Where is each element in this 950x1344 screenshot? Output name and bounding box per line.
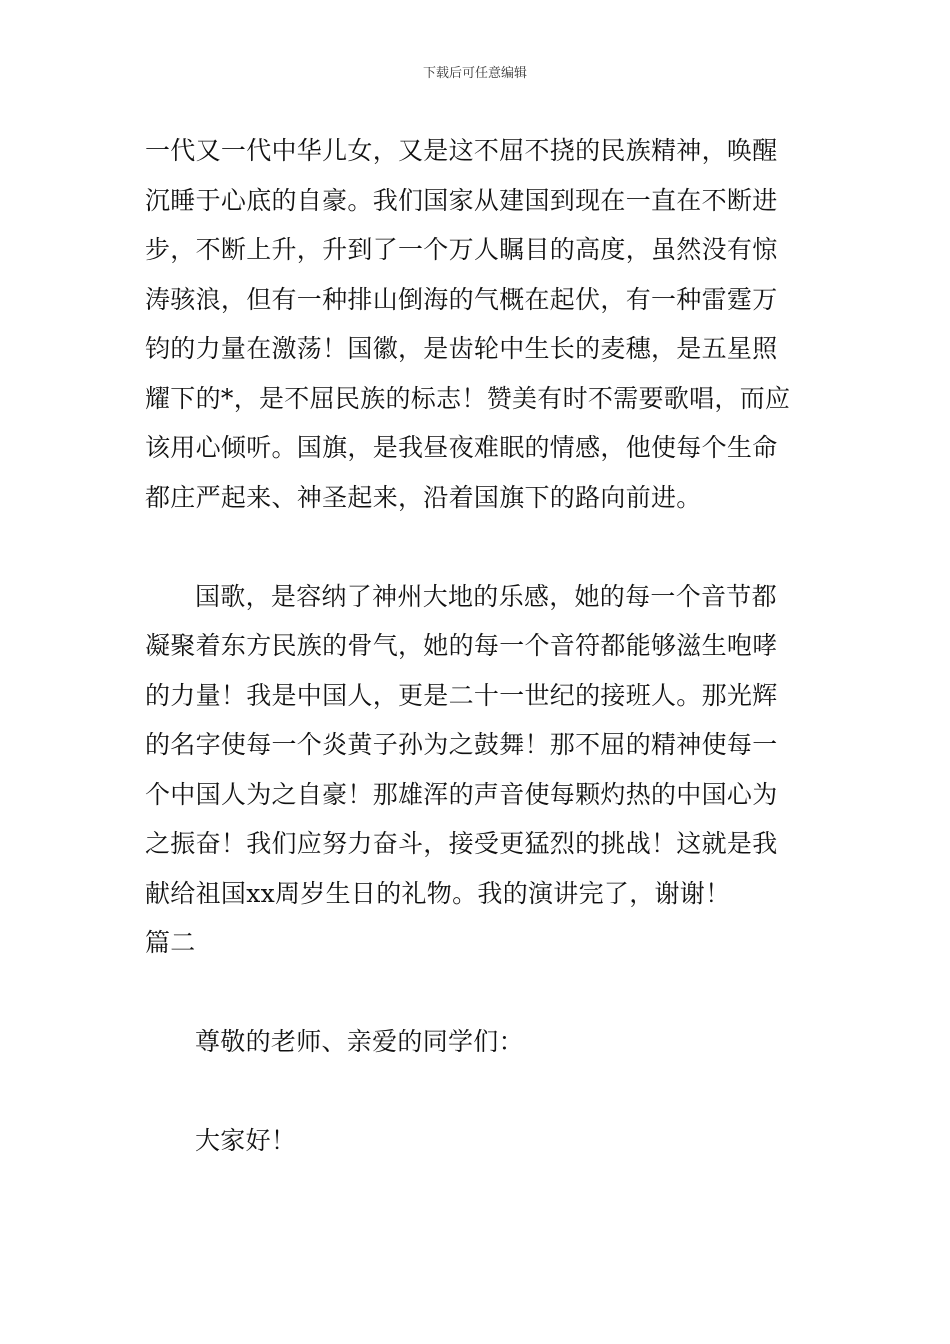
text-line: 沉睡于心底的自豪。我们国家从建国到现在一直在不断进 (145, 185, 778, 215)
text-line: 一代又一代中华儿女，又是这不屈不挠的民族精神，唤醒 (145, 136, 778, 165)
text-line: 的力量！我是中国人，更是二十一世纪的接班人。那光辉 (145, 680, 778, 710)
text-line: 之振奋！我们应努力奋斗，接受更猛烈的挑战！这就是我 (145, 829, 778, 858)
text-line: 国歌，是容纳了神州大地的乐感，她的每一个音节都 (195, 581, 777, 611)
text-line: 步，不断上升，升到了一个万人瞩目的高度，虽然没有惊 (145, 235, 778, 264)
section-title: 篇二 (145, 928, 196, 957)
blank-line (145, 968, 809, 1018)
text-line: 耀下的*，是不屈民族的标志！赞美有时不需要歌唱，而应 (145, 383, 791, 413)
document-body (145, 126, 809, 1166)
blank-line (145, 1067, 809, 1117)
text-line: 该用心倾听。国旗，是我昼夜难眠的情感，他使每个生命 (145, 433, 778, 462)
blank-line (145, 522, 809, 572)
text-line: 涛骇浪，但有一种排山倒海的气概在起伏，有一种雷霆万 (145, 284, 778, 314)
text-line: 献给祖国xx周岁生日的礼物。我的演讲完了，谢谢！ (145, 878, 731, 908)
salutation: 尊敬的老师、亲爱的同学们： (195, 1027, 524, 1056)
text-line: 钧的力量在激荡！国徽，是齿轮中生长的麦穗，是五星照 (145, 334, 778, 363)
text-line: 凝聚着东方民族的骨气，她的每一个音符都能够滋生咆哮 (145, 631, 778, 660)
greeting: 大家好！ (195, 1126, 297, 1155)
text-line: 个中国人为之自豪！那雄浑的声音使每颗灼热的中国心为 (145, 779, 778, 809)
page-header: 下载后可任意编辑 (422, 66, 527, 81)
text-line: 都庄严起来、神圣起来，沿着国旗下的路向前进。 (145, 482, 702, 512)
text-line: 的名字使每一个炎黄子孙为之鼓舞！那不屈的精神使每一 (145, 730, 778, 759)
paragraph-2 (145, 572, 809, 919)
paragraph-1 (145, 126, 809, 522)
